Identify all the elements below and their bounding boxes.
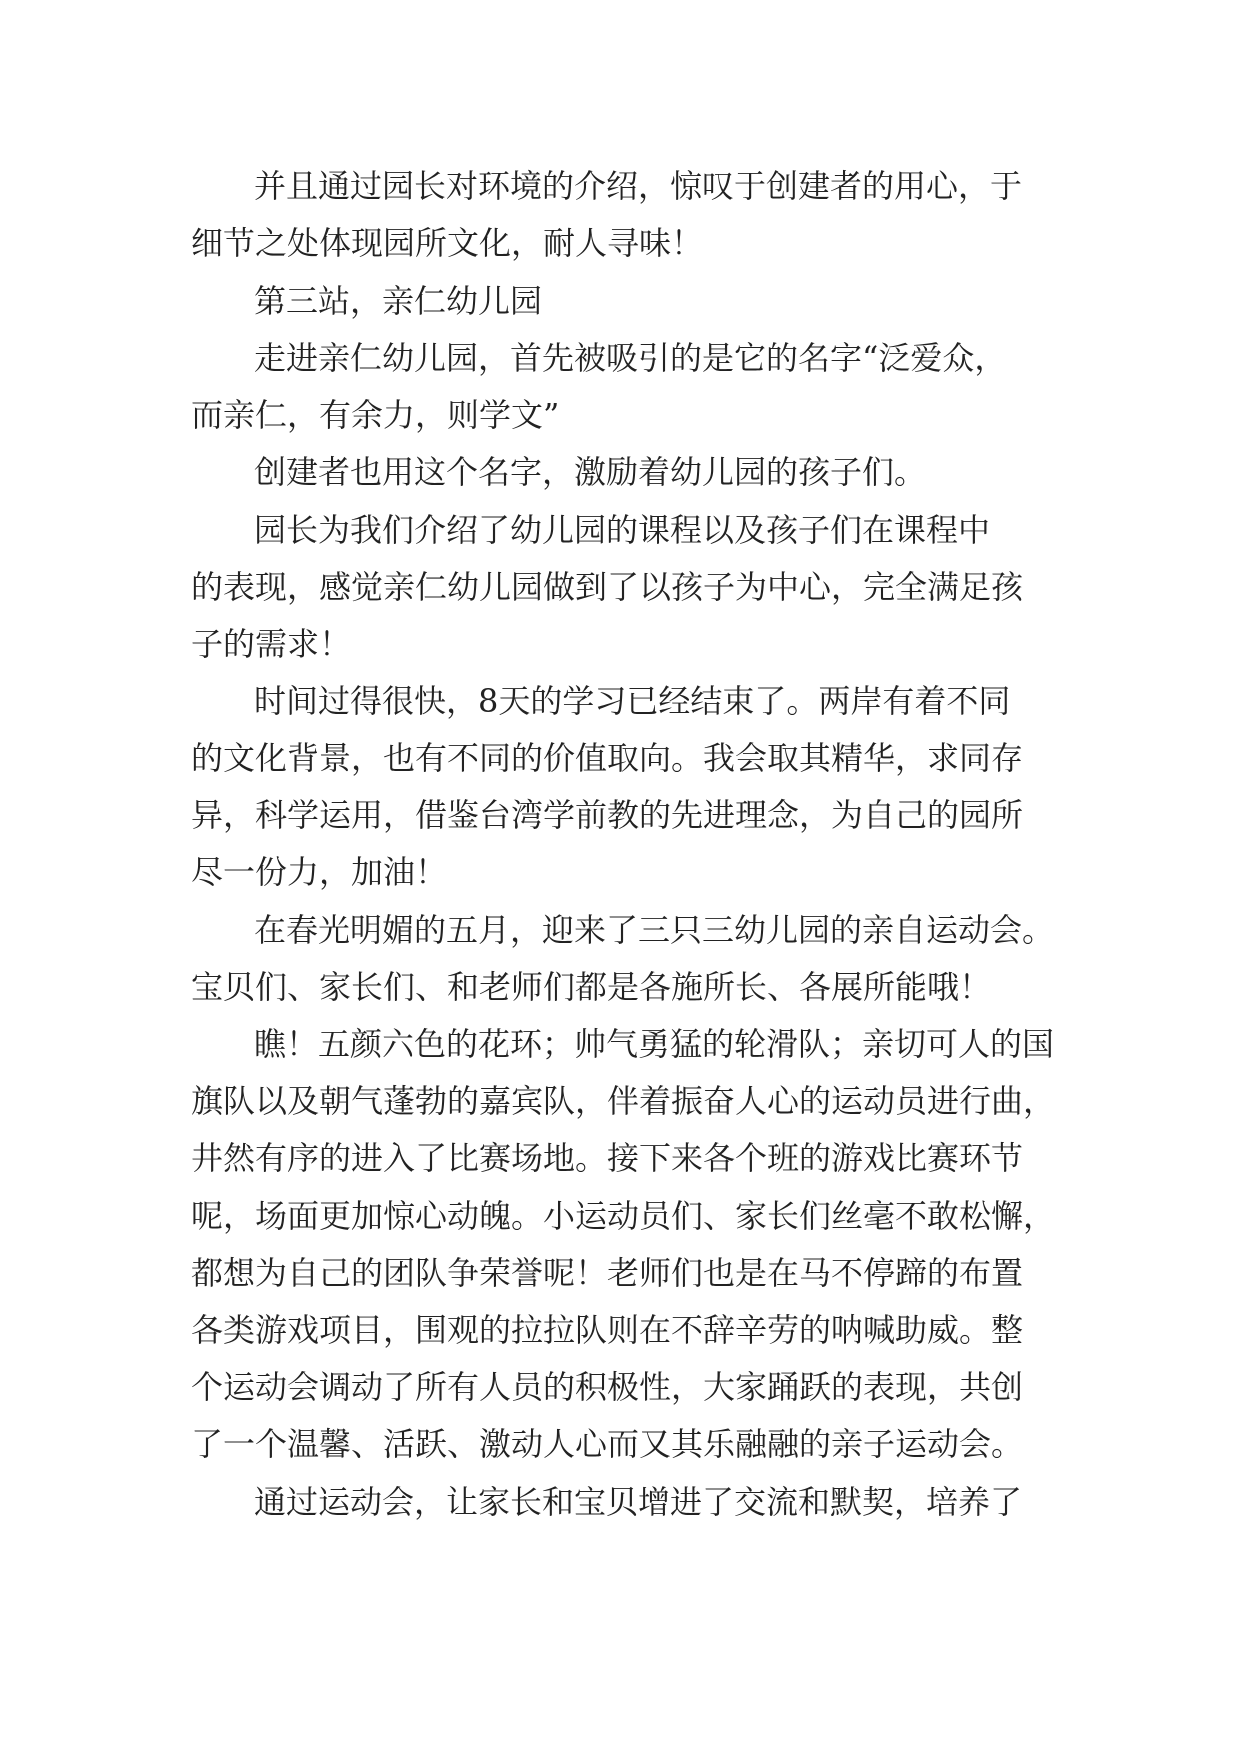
text-line: 在春光明媚的五月，迎来了三只三幼儿园的亲自运动会。 — [254, 911, 1055, 949]
text-line: 通过运动会，让家长和宝贝增进了交流和默契，培养了 — [254, 1483, 1023, 1521]
text-line: 个运动会调动了所有人员的积极性，大家踊跃的表现，共创 — [191, 1368, 1024, 1406]
text-line: 都想为自己的团队争荣誉呢！老师们也是在马不停蹄的布置 — [191, 1254, 1024, 1292]
text-line: 细节之处体现园所文化，耐人寻味！ — [191, 224, 704, 262]
text-line: 走进亲仁幼儿园，首先被吸引的是它的名字“泛爱众， — [254, 339, 1007, 377]
text-line: 的表现，感觉亲仁幼儿园做到了以孩子为中心，完全满足孩 — [191, 568, 1024, 606]
text-line: 宝贝们、家长们、和老师们都是各施所长、各展所能哦！ — [191, 968, 992, 1006]
text-line: 旗队以及朝气蓬勃的嘉宾队，伴着振奋人心的运动员进行曲， — [191, 1082, 1056, 1120]
text-line: 异，科学运用，借鉴台湾学前教的先进理念，为自己的园所 — [191, 796, 1024, 834]
text-line: 呢，场面更加惊心动魄。小运动员们、家长们丝毫不敢松懈， — [191, 1197, 1056, 1235]
text-line: 并且通过园长对环境的介绍，惊叹于创建者的用心，于 — [254, 167, 1023, 205]
text-line: 的文化背景，也有不同的价值取向。我会取其精华，求同存 — [191, 739, 1024, 777]
text-line: 瞧！五颜六色的花环；帅气勇猛的轮滑队；亲切可人的国 — [254, 1025, 1055, 1063]
text-line: 各类游戏项目，围观的拉拉队则在不辞辛劳的呐喊助威。整 — [191, 1311, 1024, 1349]
text-line: 创建者也用这个名字，激励着幼儿园的孩子们。 — [254, 453, 927, 491]
text-line: 子的需求！ — [191, 625, 352, 663]
text-line: 而亲仁，有余力，则学文” — [191, 396, 560, 434]
text-line: 时间过得很快，8天的学习已经结束了。两岸有着不同 — [254, 682, 1011, 720]
text-line: 井然有序的进入了比赛场地。接下来各个班的游戏比赛环节 — [191, 1139, 1024, 1177]
text-line: 了一个温馨、活跃、激动人心而又其乐融融的亲子运动会。 — [191, 1425, 1024, 1463]
text-line: 第三站，亲仁幼儿园 — [254, 282, 543, 320]
text-line: 尽一份力，加油！ — [191, 853, 448, 891]
text-line: 园长为我们介绍了幼儿园的课程以及孩子们在课程中 — [254, 511, 991, 549]
